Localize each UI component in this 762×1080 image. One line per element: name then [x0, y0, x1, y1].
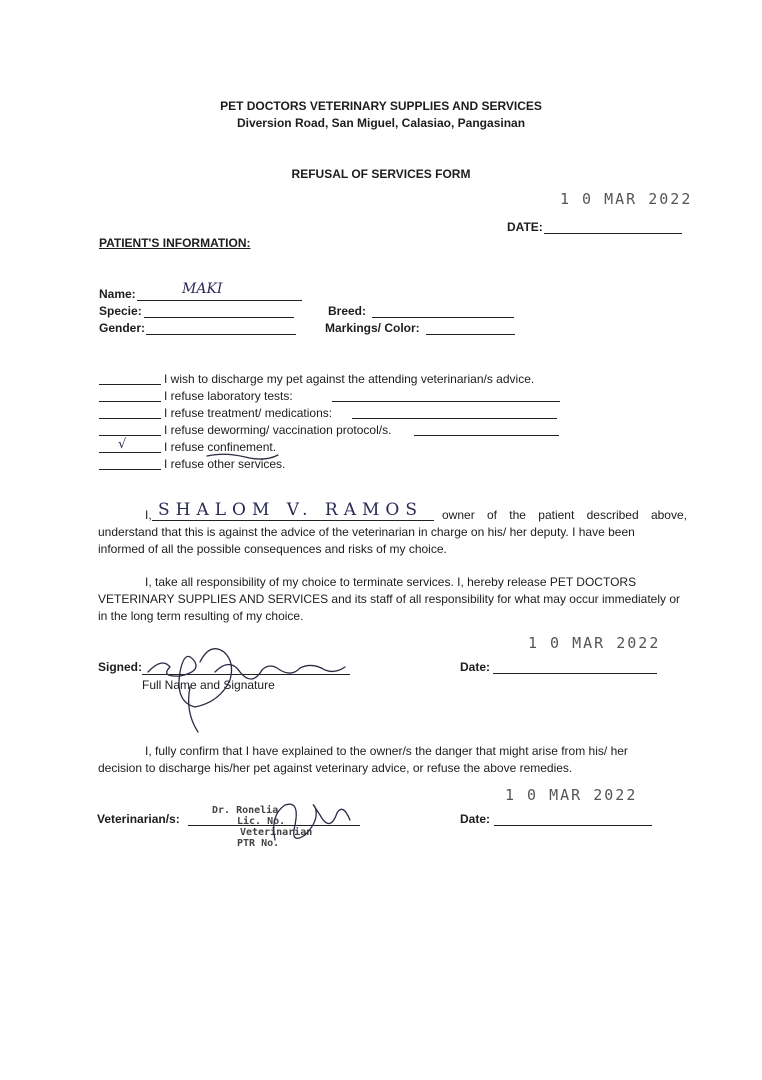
- owner-name-line[interactable]: [152, 520, 434, 521]
- owner-handwritten-name: SHALOM V. RAMOS: [158, 500, 423, 520]
- vet-stamp-title: Veterinarian: [240, 827, 313, 838]
- vet-date-line[interactable]: [494, 825, 652, 826]
- form-title: REFUSAL OF SERVICES FORM: [291, 167, 471, 181]
- owner-signature-icon: [140, 632, 355, 737]
- date-line[interactable]: [544, 233, 682, 234]
- option-text-6: I refuse other services.: [164, 457, 286, 471]
- date-label: DATE:: [507, 220, 543, 234]
- vet-date-stamp: 1 0 MAR 2022: [505, 786, 638, 804]
- option-blank-5[interactable]: [99, 452, 161, 453]
- release-line2: VETERINARY SUPPLIES AND SERVICES and its staff of all responsibility for what may occur immediately or: [98, 592, 681, 606]
- vet-confirm-line1: I, fully confirm that I have explained to the owner/s the danger that might arise from his/ her: [145, 744, 628, 758]
- option-text-2: I refuse laboratory tests:: [164, 389, 293, 403]
- vet-stamp-name: Dr. Ronelia: [212, 805, 279, 816]
- release-line1: I, take all responsibility of my choice to terminate services. I, hereby release PET DOCTORS: [145, 575, 637, 589]
- lab-tests-line[interactable]: [332, 401, 560, 402]
- signed-label: Signed:: [98, 660, 142, 674]
- name-field-line[interactable]: [137, 300, 302, 301]
- owner-date-line[interactable]: [493, 673, 657, 674]
- business-address: Diversion Road, San Miguel, Calasiao, Pangasinan: [236, 116, 526, 130]
- specie-label: Specie:: [99, 304, 142, 318]
- check-mark-confinement: √: [118, 437, 127, 452]
- release-line3: in the long term resulting of my choice.: [98, 609, 304, 623]
- patient-section-title: PATIENT'S INFORMATION:: [99, 236, 251, 250]
- declaration-prefix: I,: [145, 508, 152, 522]
- option-blank-2[interactable]: [99, 401, 161, 402]
- date-stamp: 1 0 MAR 2022: [560, 190, 693, 208]
- declaration-line3: informed of all the possible consequences and risks of my choice.: [98, 542, 447, 556]
- owner-date-stamp: 1 0 MAR 2022: [528, 634, 661, 652]
- vet-confirm-line2: decision to discharge his/her pet against veterinary advice, or refuse the above remedies.: [98, 761, 573, 775]
- option-text-5: I refuse confinement.: [164, 440, 277, 454]
- gender-field-line[interactable]: [146, 334, 296, 335]
- option-blank-3[interactable]: [99, 418, 161, 419]
- medications-line[interactable]: [352, 418, 557, 419]
- option-text-4: I refuse deworming/ vaccination protocol/s.: [164, 423, 392, 437]
- breed-label: Breed:: [328, 304, 367, 318]
- breed-field-line[interactable]: [372, 317, 514, 318]
- vet-stamp-license: Lic. No.: [237, 816, 286, 827]
- vet-date-label: Date:: [460, 812, 491, 826]
- specie-field-line[interactable]: [144, 317, 294, 318]
- option-blank-1[interactable]: [99, 384, 161, 385]
- option-blank-6[interactable]: [99, 469, 161, 470]
- vet-signature-icon: [265, 795, 355, 855]
- name-label: Name:: [99, 287, 136, 301]
- declaration-line2: understand that this is against the advice of the veterinarian in charge on his/ her deputy. I have been: [98, 525, 635, 539]
- deworming-line[interactable]: [414, 435, 559, 436]
- signature-caption: Full Name and Signature: [142, 678, 275, 692]
- option-text-3: I refuse treatment/ medications:: [164, 406, 333, 420]
- markings-label: Markings/ Color:: [325, 321, 420, 335]
- option-text-1: I wish to discharge my pet against the attending veterinarian/s advice.: [164, 372, 535, 386]
- option-blank-4[interactable]: [99, 435, 161, 436]
- veterinarian-label: Veterinarian/s:: [97, 812, 180, 826]
- vet-stamp-ptr: PTR No.: [237, 838, 280, 849]
- declaration-line1: owner of the patient described above,: [442, 508, 687, 522]
- business-name: PET DOCTORS VETERINARY SUPPLIES AND SERVICES: [220, 99, 542, 113]
- gender-label: Gender:: [99, 321, 146, 335]
- markings-field-line[interactable]: [426, 334, 515, 335]
- owner-date-label: Date:: [460, 660, 491, 674]
- name-value: MAKI: [182, 281, 223, 297]
